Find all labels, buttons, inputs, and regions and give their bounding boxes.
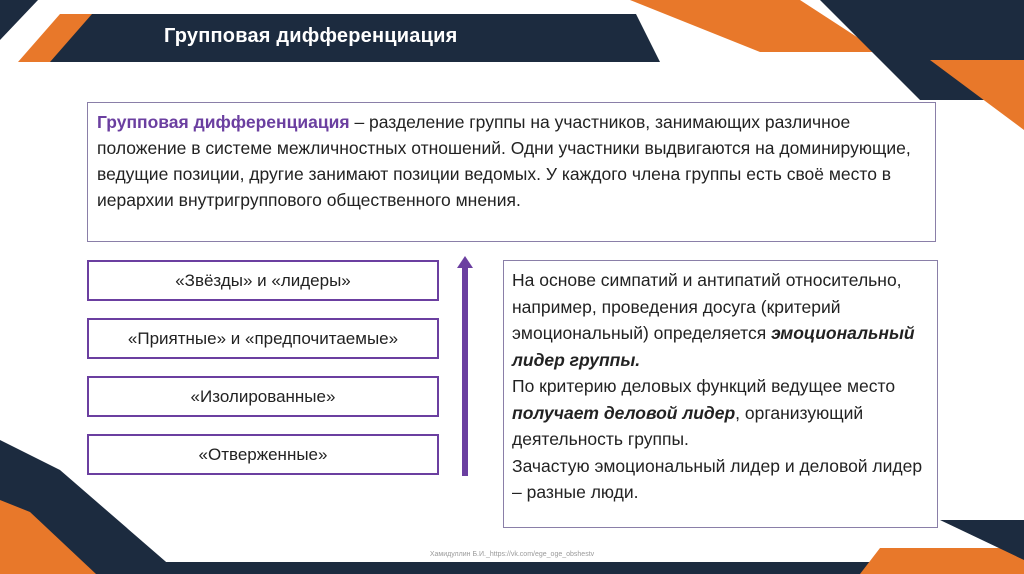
description-box: [503, 260, 938, 528]
hierarchy-up-arrow-icon: [457, 256, 473, 476]
business-leader-emphasis: получает деловой лидер: [512, 402, 736, 423]
slide-title: Групповая дифференциация: [164, 25, 458, 47]
category-pleasant-preferred: «Приятные» и «предпочитаемые»: [87, 318, 439, 359]
description-p3: Зачастую эмоциональный лидер и деловой лидер – разные люди.: [512, 455, 923, 502]
category-rejected: «Отверженные»: [87, 434, 439, 475]
definition-term: Групповая дифференциация: [97, 112, 350, 132]
definition-body: – разделение группы на участников, занимающих различное положение в системе межличностных отношений. Одни участники выдвигаются на доминирующие, ведущие позиции, другие занимают позиции ведомых. У каждого члена группы есть своё место в иерархии внутригруппового общественного мнения.: [97, 112, 911, 210]
description-p2-end: , организующий деятельность группы.: [512, 402, 864, 449]
description-p2: По критерию деловых функций ведущее место: [512, 376, 896, 396]
definition-text: [97, 109, 925, 213]
description-text: [512, 267, 927, 506]
emotional-leader-emphasis: эмоциональный лидер группы.: [512, 323, 915, 370]
definition-box: [87, 102, 936, 242]
description-p1: На основе симпатий и антипатий относительно, например, проведения досуга (критерий эмоциональный) определяется: [512, 270, 902, 343]
category-stars-leaders: «Звёзды» и «лидеры»: [87, 260, 439, 301]
footer-credit: Хамидуллин Б.И._https://vk.com/ege_oge_obshestv: [429, 551, 595, 558]
category-isolated: «Изолированные»: [87, 376, 439, 417]
